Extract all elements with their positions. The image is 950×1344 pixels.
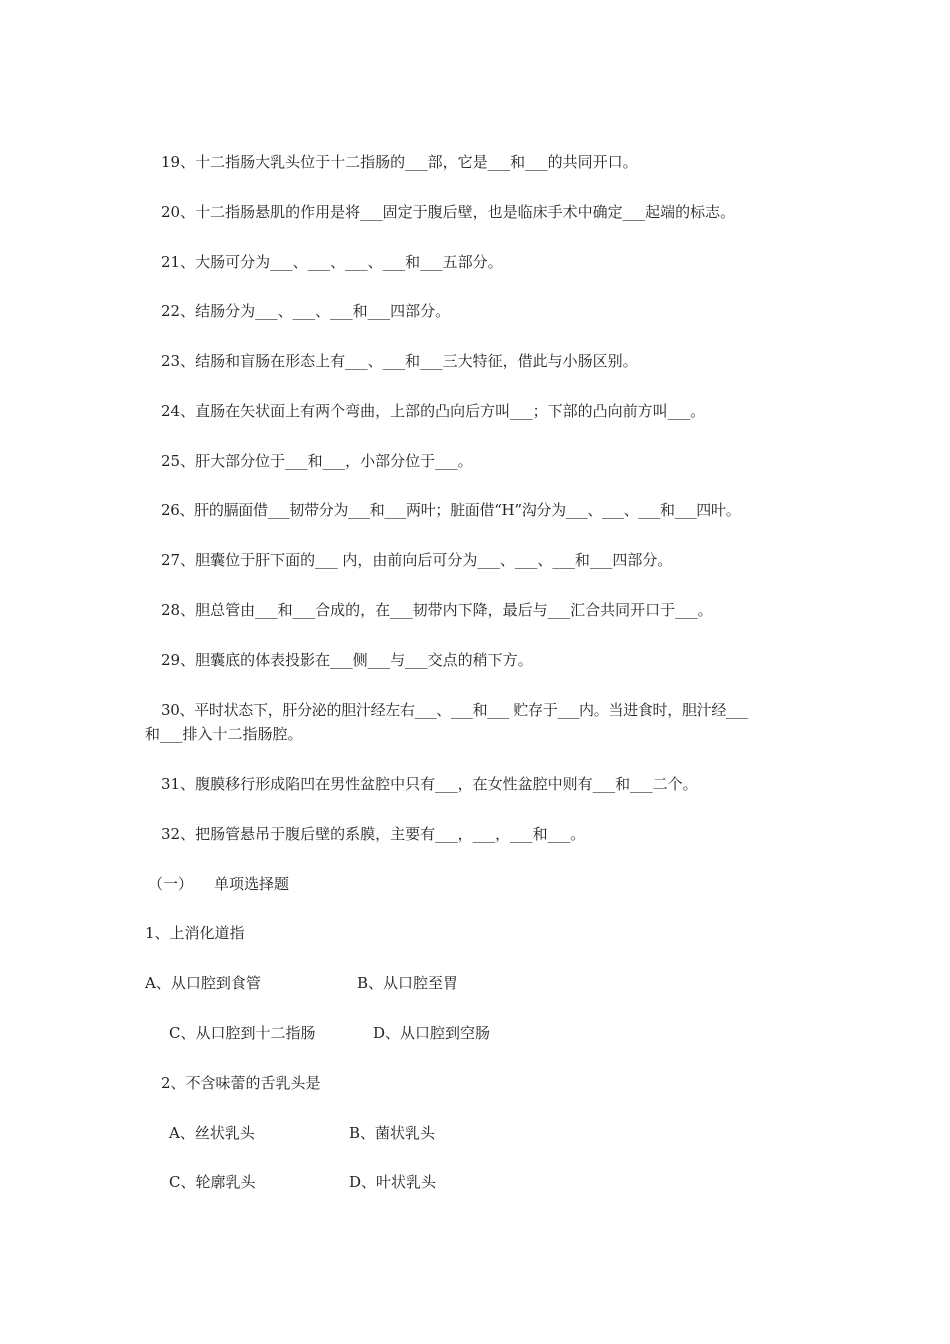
section-number: （一）	[148, 875, 194, 893]
question-28: 28、胆总管由___和___合成的，在___韧带内下降，最后与___汇合共同开口于___。	[161, 601, 713, 619]
question-29: 29、胆囊底的体表投影在___侧___与___交点的稍下方。	[161, 651, 533, 669]
mcq-2-option-c: C、轮廓乳头	[169, 1173, 256, 1191]
section-heading	[148, 872, 289, 896]
section-title: 单项选择题	[214, 875, 290, 893]
question-21: 21、大肠可分为___、___、___、___和___五部分。	[161, 253, 503, 271]
mcq-1-option-b: B、从口腔至胃	[357, 974, 459, 992]
mcq-1-option-a: A、从口腔到食管	[145, 974, 261, 992]
mcq-1-option-d: D、从口腔到空肠	[373, 1024, 491, 1042]
question-24: 24、直肠在矢状面上有两个弯曲，上部的凸向后方叫___；下部的凸向前方叫___。	[161, 402, 706, 420]
question-26: 26、肝的膈面借___韧带分为___和___两叶；脏面借“H”沟分为___、___、___和___四叶。	[161, 501, 741, 519]
question-27: 27、胆囊位于肝下面的___ 内，由前向后可分为___、___、___和___四部分。	[161, 551, 673, 569]
mcq-2-stem: 2、不含味蕾的舌乳头是	[161, 1074, 321, 1092]
question-25: 25、肝大部分位于___和___，小部分位于___。	[161, 452, 473, 470]
mcq-1-option-c: C、从口腔到十二指肠	[169, 1024, 316, 1042]
question-30-line1: 30、平时状态下，肝分泌的胆汁经左右___、___和___ 贮存于___内。当进食时，胆汁经___	[161, 701, 748, 719]
mcq-2-option-b: B、菌状乳头	[349, 1124, 436, 1142]
mcq-2-option-d: D、叶状乳头	[349, 1173, 437, 1191]
question-20: 20、十二指肠悬肌的作用是将___固定于腹后壁，也是临床手术中确定___起端的标志。	[161, 203, 736, 221]
mcq-1-stem: 1、上消化道指	[145, 924, 245, 942]
question-22: 22、结肠分为___、___、___和___四部分。	[161, 302, 451, 320]
question-32: 32、把肠管悬吊于腹后壁的系膜，主要有___，___，___和___。	[161, 825, 586, 843]
question-19: 19、十二指肠大乳头位于十二指肠的___部，它是___和___的共同开口。	[161, 153, 638, 171]
question-30-line2: 和___排入十二指肠腔。	[145, 725, 303, 743]
mcq-2-option-a: A、丝状乳头	[169, 1124, 255, 1142]
question-23: 23、结肠和盲肠在形态上有___、___和___三大特征，借此与小肠区别。	[161, 352, 638, 370]
question-31: 31、腹膜移行形成陷凹在男性盆腔中只有___，在女性盆腔中则有___和___二个。	[161, 775, 698, 793]
